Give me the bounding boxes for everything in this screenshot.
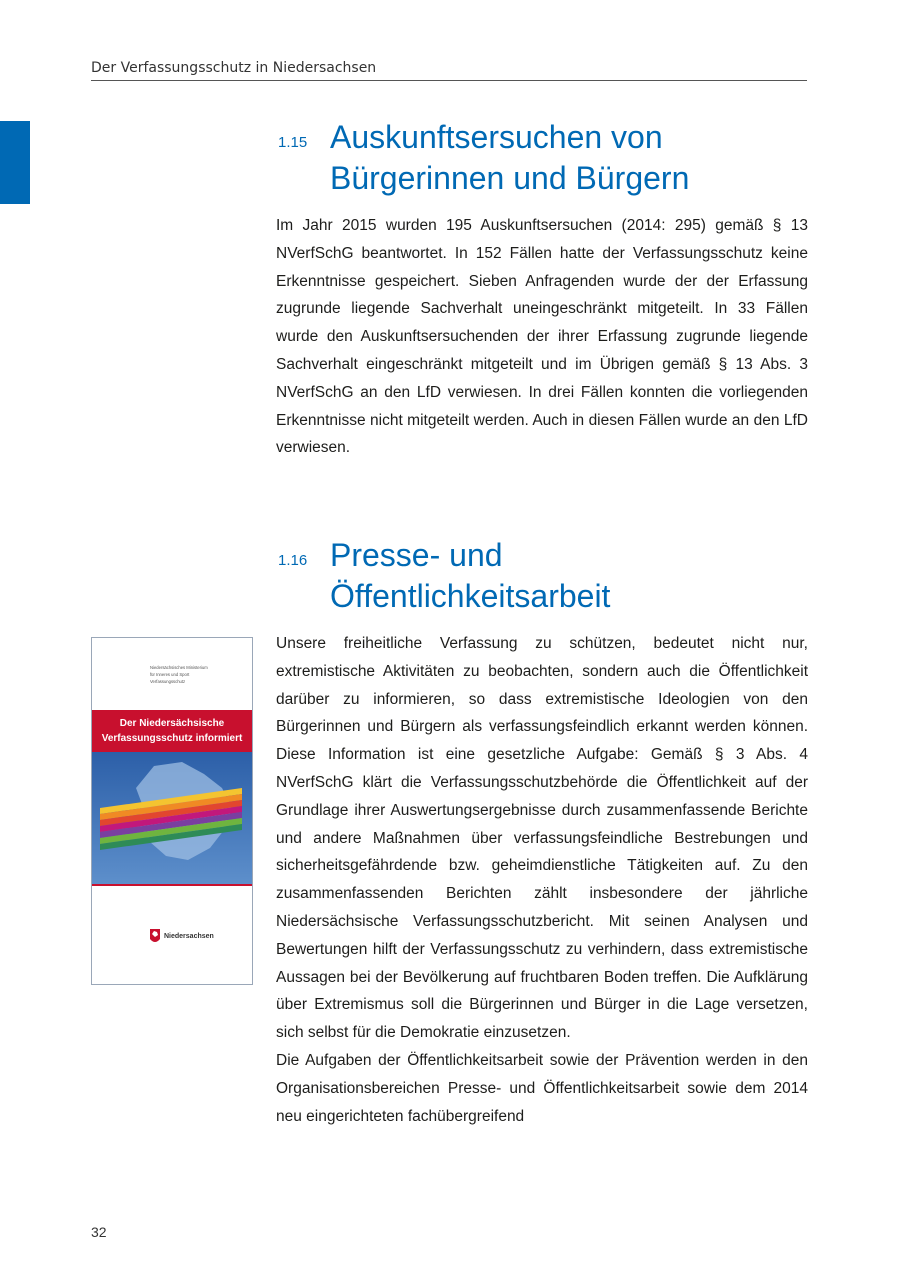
brochure-ministry-line-1: Niedersächsisches Ministerium (150, 665, 208, 670)
brochure-title-line-2: Verfassungsschutz informiert (101, 733, 243, 744)
section-number: 1.16 (278, 552, 308, 569)
brochure-title-line-1: Der Niedersächsische (119, 718, 225, 729)
brochure-cover-graphic (92, 638, 252, 984)
section-number: 1.15 (278, 134, 308, 151)
section-title-line-2: Bürgerinnen und Bürgern (330, 160, 690, 196)
page-number: 32 (91, 1224, 107, 1240)
brochure-ministry-line-2: für Inneres und Sport (150, 672, 190, 677)
chapter-tab-marker (0, 121, 30, 204)
running-header (91, 58, 807, 81)
brochure-title-band (92, 710, 252, 752)
section-title-line-1: Auskunftsersuchen von (330, 119, 663, 155)
section-heading-1-16 (278, 535, 838, 619)
running-title: Der Verfassungsschutz in Niedersachsen (91, 60, 377, 76)
brochure-footer-label: Niedersachsen (164, 933, 214, 940)
paragraph: Unsere freiheitliche Verfassung zu schützen, bedeutet nicht nur, extremistische Aktivitäten zu beobachten, sondern auch die Öffentlichkeit darüber zu informieren, so dass extremistische Ideologien von den Bürgerinnen und Bürgern als verfassungsfeindlich erkannt werden können. Diese Information ist eine gesetzliche Aufgabe: Gemäß § 3 Abs. 4 NVerfSchG klärt die Verfassungsschutzbehörde die Öffentlichkeit auf der Grundlage ihrer Auswertungsergebnisse durch zusammenfassende Berichte und andere Maßnahmen über verfassungsfeindliche Bestrebungen und sicherheitsgefährdende bzw. geheimdienstliche Tätigkeiten auf. Zu den zusammenfassenden Berichten zählt insbesondere der jährliche Niedersächsische Verfassungsschutzbericht. Mit seinen Analysen und Bewertungen hilft der Verfassungsschutz zu verhindern, dass extremistische Aussagen bei der Bevölkerung auf fruchtbaren Boden treffen. Die Aufklärung über Extremismus soll die Bürgerinnen und Bürger in die Lage versetzen, sich selbst für die Demokratie einzusetzen. (276, 635, 808, 1042)
section-title-line-2: Öffentlichkeitsarbeit (330, 578, 611, 614)
brochure-divider (92, 884, 252, 886)
paragraph: Die Aufgaben der Öffentlichkeitsarbeit sowie der Prävention werden in den Organisationsbereichen Presse- und Öffentlichkeitsarbeit sowie dem 2014 neu eingerichteten fachübergreifend (276, 1051, 808, 1125)
section-1-15-body (276, 212, 808, 462)
section-heading-1-15 (278, 117, 838, 201)
brochure-ministry-line-3: Verfassungsschutz (150, 679, 186, 684)
section-1-16-body (276, 630, 808, 1130)
section-title-line-1: Presse- und (330, 537, 503, 573)
paragraph: Im Jahr 2015 wurden 195 Auskunftsersuchen (2014: 295) gemäß § 13 NVerfSchG beantwortet. In 152 Fällen hatte der Verfassungsschutz keine Erkenntnisse gespeichert. Sieben Anfragenden wurde der der Erfassung zugrunde liegende Sachverhalt uneingeschränkt mitgeteilt. In 33 Fällen wurde den Auskunftsersuchenden der ihrer Erfassung zugrunde liegende Sachverhalt eingeschränkt mitgeteilt und im Übrigen gemäß § 13 Abs. 3 NVerfSchG an den LfD verwiesen. In drei Fällen konnten die vorliegenden Erkenntnisse nicht mitgeteilt werden. Auch in diesen Fällen wurde an den LfD verwiesen. (276, 217, 808, 457)
brochure-cover-image (91, 637, 253, 985)
